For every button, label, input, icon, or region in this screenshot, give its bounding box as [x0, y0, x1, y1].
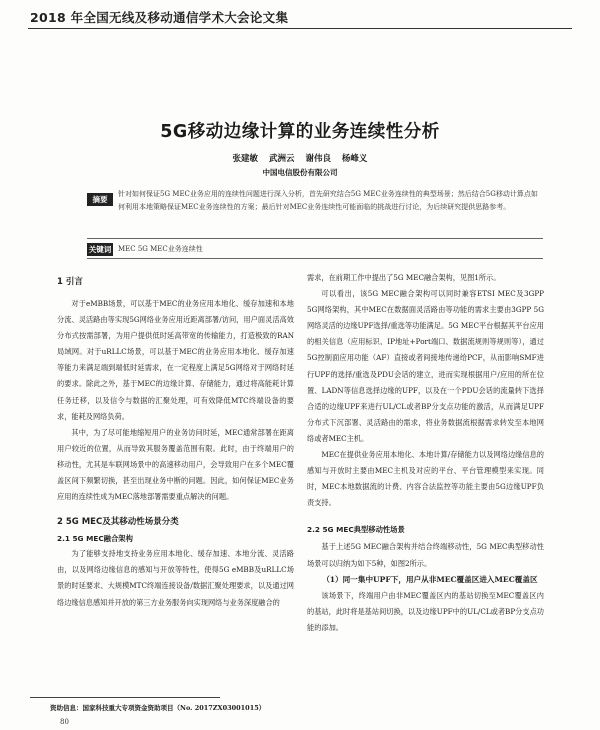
section-2-1-paragraph-3: MEC在提供业务应用本地化、本地计算/存储能力以及网络边缘信息的感知与开放时主要由MEC主机及对应的平台、平台管理模型来实现。同时，MEC本地数据流的计费、内容合法监控等功能主要由5G边缘UPF负责支持。: [307, 450, 544, 508]
section-2-2-heading: 2.2 5G MEC典型移动性场景: [307, 525, 405, 535]
paper-authors: 张建敏 武洲云 谢伟良 杨峰义: [232, 154, 368, 164]
page-number: 80: [60, 718, 69, 726]
section-2-2-paragraph-2: 该场景下，终端用户由非MEC覆盖区内的基站切换至MEC覆盖区内的基站，此时将是基站间切换，以及边缘UPF中的UL/CL或者BP分支点功能的添加。: [307, 590, 544, 632]
section-1-heading: 1 引言: [57, 277, 83, 287]
section-1-paragraph-2: 其中，为了尽可能地缩短用户的业务访问时延，MEC通常部署在距离用户较近的位置，从而导致其服务覆盖范围有限。此时，由于终端用户的移动性，尤其是车联网场景中的高速移动用户，会导致用户在多个MEC覆盖区间下频繁切换，甚至出现业务中断的问题。因此，如何保证MEC业务应用的连续性成为MEC落地部署需要重点解决的问题。: [57, 427, 294, 502]
section-1-paragraph-1: 对于eMBB场景，可以基于MEC的业务应用本地化、缓存加速和本地分流、灵活路由等实现5G网络业务应用近距离部署/访问，用户面灵活高效分布式按需部署，为用户提供低时延高带宽的传输能力，打造极致的RAN局域网。对于uRLLC场景，可以基于MEC的业务应用本地化、缓存加速等能力来满足端到端低时延需求，在一定程度上满足5G网络对于网络时延的要求。除此之外，基于MEC的边缘计算、存储能力，通过将高能耗计算任务迁移，以及信令与数据的汇聚处理，可有效降低MTC终端设备的要求，能耗及网络负荷。: [57, 299, 294, 421]
abstract-rule: [87, 238, 543, 239]
left-column: [57, 270, 294, 611]
paper-title: 5G移动边缘计算的业务连续性分析: [160, 122, 440, 142]
section-2-1-paragraph-2: 可以看出，该5G MEC融合架构可以同时兼容ETSI MEC及3GPP 5G网络架构，其中MEC在数据面灵活路由等功能的需求主要由3GPP 5G网络灵活的边缘UPF选择/重选等功能满足。5G MEC平台根据其平台应用的相关信息（应用标识、IP地址+Port端口、数据流规则等规则等），通过5G控制面应用功能（AF）直接或者间接地传递给PCF，从而影响SMF进行UPF的选择/重选及PDU会话的建立，进而实现根据用户/应用的所在位置、LADN等信息选择边缘的UPF，以及在一个PDU会话的流量转下选择合适的边缘UPF来进行UL/CL或者BP分支点功能的激活，从而满足UPF分布式下沉部署、灵活路由的需求，将业务数据流根据需求转发至本地网络或者MEC主机。: [307, 289, 544, 443]
running-header: 2018 年全国无线及移动通信学术大会论文集: [30, 10, 289, 25]
right-column: [307, 270, 544, 636]
section-2-2-subheading-1: （1）同一集中UPF下，用户从非MEC覆盖区进入MEC覆盖区: [322, 574, 538, 584]
section-2-heading: 2 5G MEC及其移动性场景分类: [57, 517, 179, 528]
section-2-1-paragraph-1-cont: 需求，在前期工作中提出了5G MEC融合架构，见图1所示。: [307, 273, 501, 282]
abstract-text: 针对如何保证5G MEC业务应用的连续性问题进行深入分析，首先研究结合5G MEC业务连续性的典型场景；然后结合5G移动计算点如何利用本地策略保证MEC业务连续性的方案；最后针对MEC业务连续性可能面临的挑战进行讨论，为后续研究提供思路参考。: [118, 190, 538, 212]
funding-footnote: 资助信息：国家科技重大专项资金资助项目（No. 2017ZX03001015）: [50, 704, 266, 712]
keywords-label: 关键词: [88, 245, 112, 254]
paper-affiliation: 中国电信股份有限公司: [262, 168, 338, 177]
section-2-1-heading: 2.1 5G MEC融合架构: [57, 534, 133, 544]
keywords-text: MEC 5G MEC业务连续性: [118, 245, 203, 253]
keywords-rule: [87, 258, 543, 259]
section-2-1-paragraph-1: 为了能够支持地支持业务应用本地化、缓存加速、本地分流、灵活路由，以及网络边缘信息的感知与开放等特性，使得5G eMBB及uRLLC场景的时延要求、大规模MTC终端连接设备/数据汇聚处理要求，以及通过网络边缘信息感知并开放的第三方业务服务向实现网络与业务深度融合的: [57, 549, 294, 607]
footnote-rule: [30, 697, 220, 698]
abstract-label: 摘要: [87, 193, 113, 206]
header-rule: [28, 28, 572, 29]
section-2-2-paragraph-1: 基于上述5G MEC融合架构并结合终端移动性，5G MEC典型移动性场景可以归纳为如下5种，如图2所示。: [307, 542, 544, 568]
